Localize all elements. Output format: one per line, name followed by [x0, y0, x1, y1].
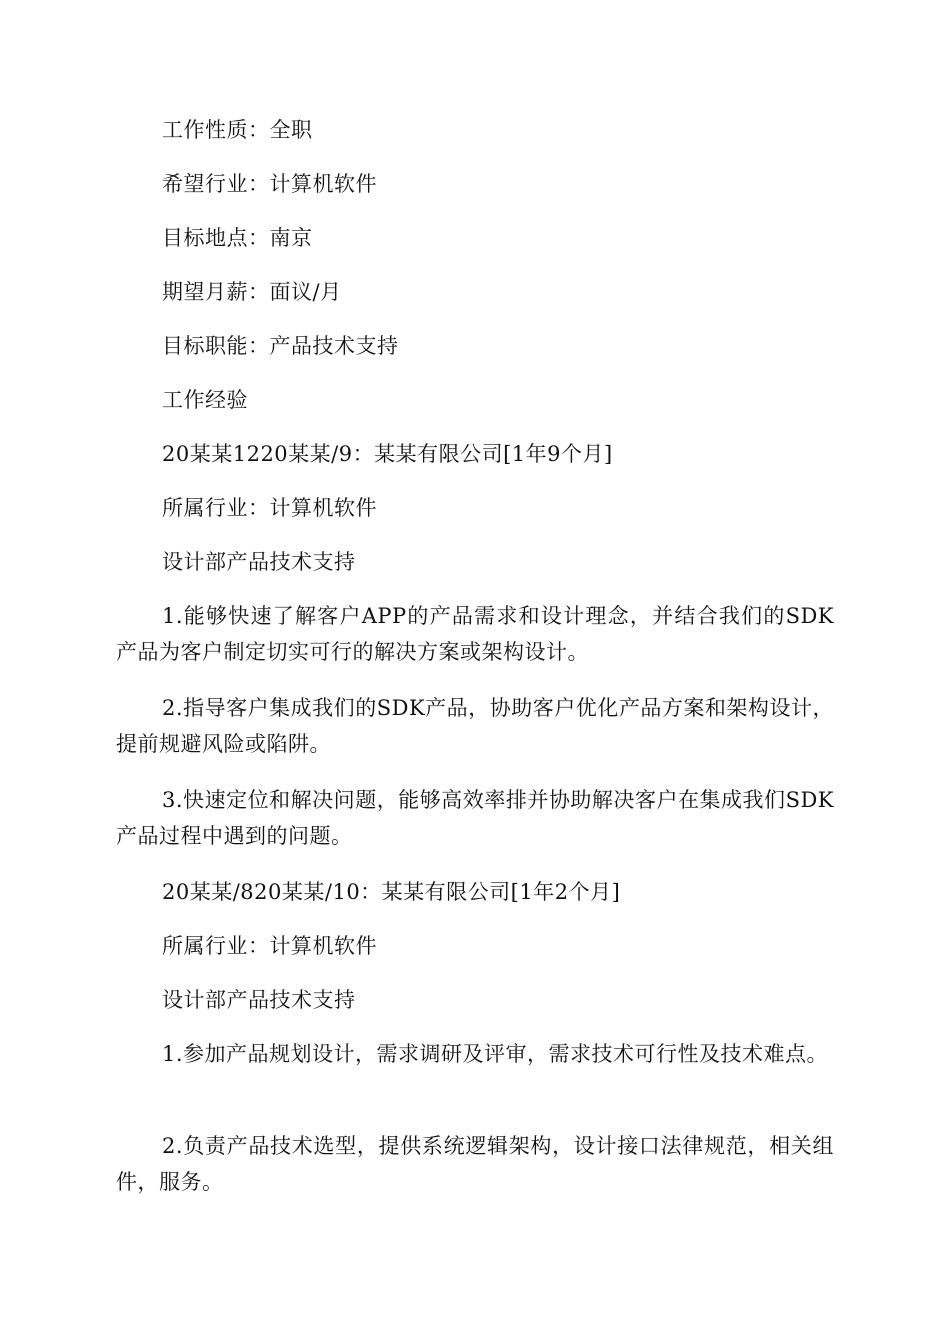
- desired-industry: 希望行业：计算机软件: [162, 172, 377, 196]
- job-1-header: 20某某1220某某/9：某某有限公司[1年9个月]: [162, 442, 613, 466]
- job-2-header: 20某某/820某某/10：某某有限公司[1年2个月]: [162, 880, 621, 904]
- job-nature: 工作性质：全职: [162, 118, 313, 142]
- job-1-duty-1: 1.能够快速了解客户APP的产品需求和设计理念，并结合我们的SDK产品为客户制定切实可行的解决方案或架构设计。: [116, 604, 834, 664]
- target-location: 目标地点：南京: [162, 226, 313, 250]
- job-1-duty-3: 3.快速定位和解决问题，能够高效率排并协助解决客户在集成我们SDK产品过程中遇到的问题。: [116, 788, 834, 848]
- job-2-industry: 所属行业：计算机软件: [162, 934, 377, 958]
- job-1-duty-2: 2.指导客户集成我们的SDK产品，协助客户优化产品方案和架构设计，提前规避风险或陷阱。: [116, 696, 834, 756]
- job-2-duty-1: 1.参加产品规划设计，需求调研及评审，需求技术可行性及技术难点。: [162, 1042, 829, 1066]
- expected-salary: 期望月薪：面议/月: [162, 280, 342, 304]
- job-2-role: 设计部产品技术支持: [162, 988, 356, 1012]
- section-title-work-experience: 工作经验: [162, 388, 248, 412]
- job-1-industry: 所属行业：计算机软件: [162, 496, 377, 520]
- job-2-duty-2: 2.负责产品技术选型，提供系统逻辑架构，设计接口法律规范，相关组件，服务。: [116, 1134, 834, 1194]
- job-1-role: 设计部产品技术支持: [162, 550, 356, 574]
- target-function: 目标职能：产品技术支持: [162, 334, 399, 358]
